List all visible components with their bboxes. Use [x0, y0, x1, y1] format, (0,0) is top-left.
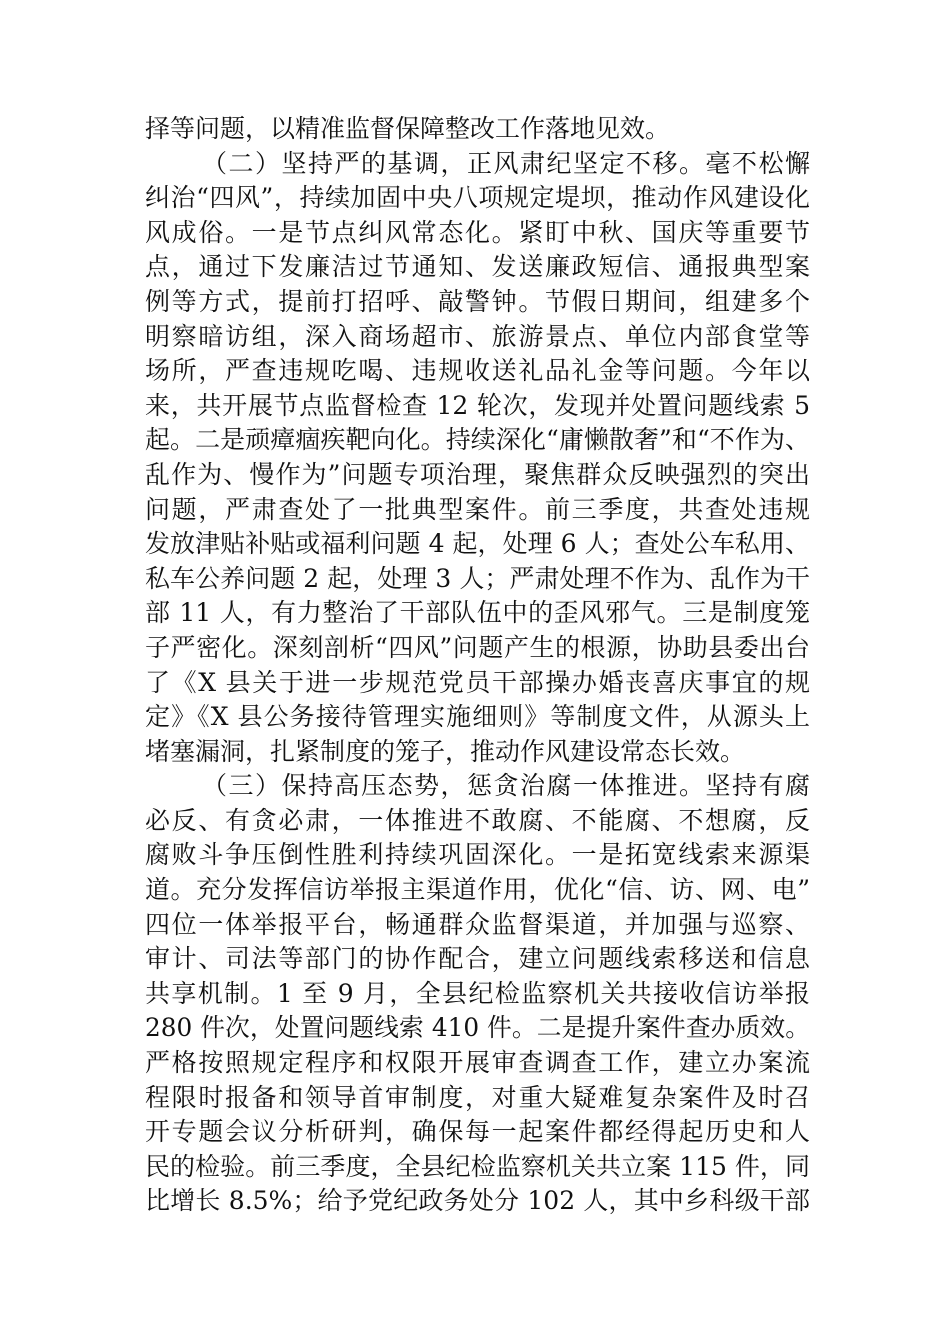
paragraph-first-line: （二）坚持严的基调，正风肃纪坚定不移。毫不松懈	[202, 148, 810, 178]
text-line: 起。二是顽瘴痼疾靶向化。持续深化“庸懒散奢”和“不作为、	[145, 425, 810, 455]
text-line: 乱作为、慢作为”问题专项治理，聚焦群众反映强烈的突出	[145, 459, 810, 489]
text-line: 堵塞漏洞，扎紧制度的笼子，推动作风建设常态长效。	[145, 736, 746, 766]
text-line: 点，通过下发廉洁过节通知、发送廉政短信、通报典型案	[145, 252, 810, 282]
text-line: 例等方式，提前打招呼、敲警钟。节假日期间，组建多个	[145, 286, 810, 316]
text-line: 问题，严肃查处了一批典型案件。前三季度，共查处违规	[145, 494, 810, 524]
text-line: 私车公养问题 2 起，处理 3 人；严肃处理不作为、乱作为干	[145, 563, 810, 593]
text-line: 部 11 人，有力整治了干部队伍中的歪风邪气。三是制度笼	[145, 598, 810, 628]
text-line: 四位一体举报平台，畅通群众监督渠道，并加强与巡察、	[145, 909, 810, 939]
text-line: 子严密化。深刻剖析“四风”问题产生的根源，协助县委出台	[145, 632, 810, 662]
document-body	[145, 112, 810, 1219]
text-line: 共享机制。1 至 9 月，全县纪检监察机关共接收信访举报	[145, 978, 810, 1008]
text-line: 道。充分发挥信访举报主渠道作用，优化“信、访、网、电”	[145, 875, 810, 905]
text-line: 开专题会议分析研判，确保每一起案件都经得起历史和人	[145, 1117, 810, 1147]
text-line: 场所，严查违规吃喝、违规收送礼品礼金等问题。今年以	[145, 356, 810, 386]
text-line: 择等问题，以精准监督保障整改工作落地见效。	[145, 114, 671, 143]
text-line: 发放津贴补贴或福利问题 4 起，处理 6 人；查处公车私用、	[145, 529, 810, 559]
text-line: 腐败斗争压倒性胜利持续巩固深化。一是拓宽线索来源渠	[145, 840, 810, 870]
paragraph-first-line: （三）保持高压态势，惩贪治腐一体推进。坚持有腐	[202, 771, 810, 801]
text-line: 来，共开展节点监督检查 12 轮次，发现并处置问题线索 5	[145, 390, 810, 420]
text-line: 纠治“四风”，持续加固中央八项规定堤坝，推动作风建设化	[145, 183, 810, 213]
text-line: 民的检验。前三季度，全县纪检监察机关共立案 115 件，同	[145, 1151, 810, 1181]
text-line: 明察暗访组，深入商场超市、旅游景点、单位内部食堂等	[145, 321, 810, 351]
text-line: 风成俗。一是节点纠风常态化。紧盯中秋、国庆等重要节	[145, 217, 810, 247]
text-line: 了《X 县关于进一步规范党员干部操办婚丧喜庆事宜的规	[145, 667, 810, 697]
text-line: 比增长 8.5%；给予党纪政务处分 102 人，其中乡科级干部	[145, 1186, 810, 1216]
text-line: 280 件次，处置问题线索 410 件。二是提升案件查办质效。	[145, 1013, 810, 1043]
text-line: 严格按照规定程序和权限开展审查调查工作，建立办案流	[145, 1048, 810, 1078]
text-line: 程限时报备和领导首审制度，对重大疑难复杂案件及时召	[145, 1082, 810, 1112]
text-line: 审计、司法等部门的协作配合，建立问题线索移送和信息	[145, 944, 810, 974]
text-line: 定》《X 县公务接待管理实施细则》等制度文件，从源头上	[145, 702, 810, 732]
text-line: 必反、有贪必肃，一体推进不敢腐、不能腐、不想腐，反	[145, 805, 810, 835]
